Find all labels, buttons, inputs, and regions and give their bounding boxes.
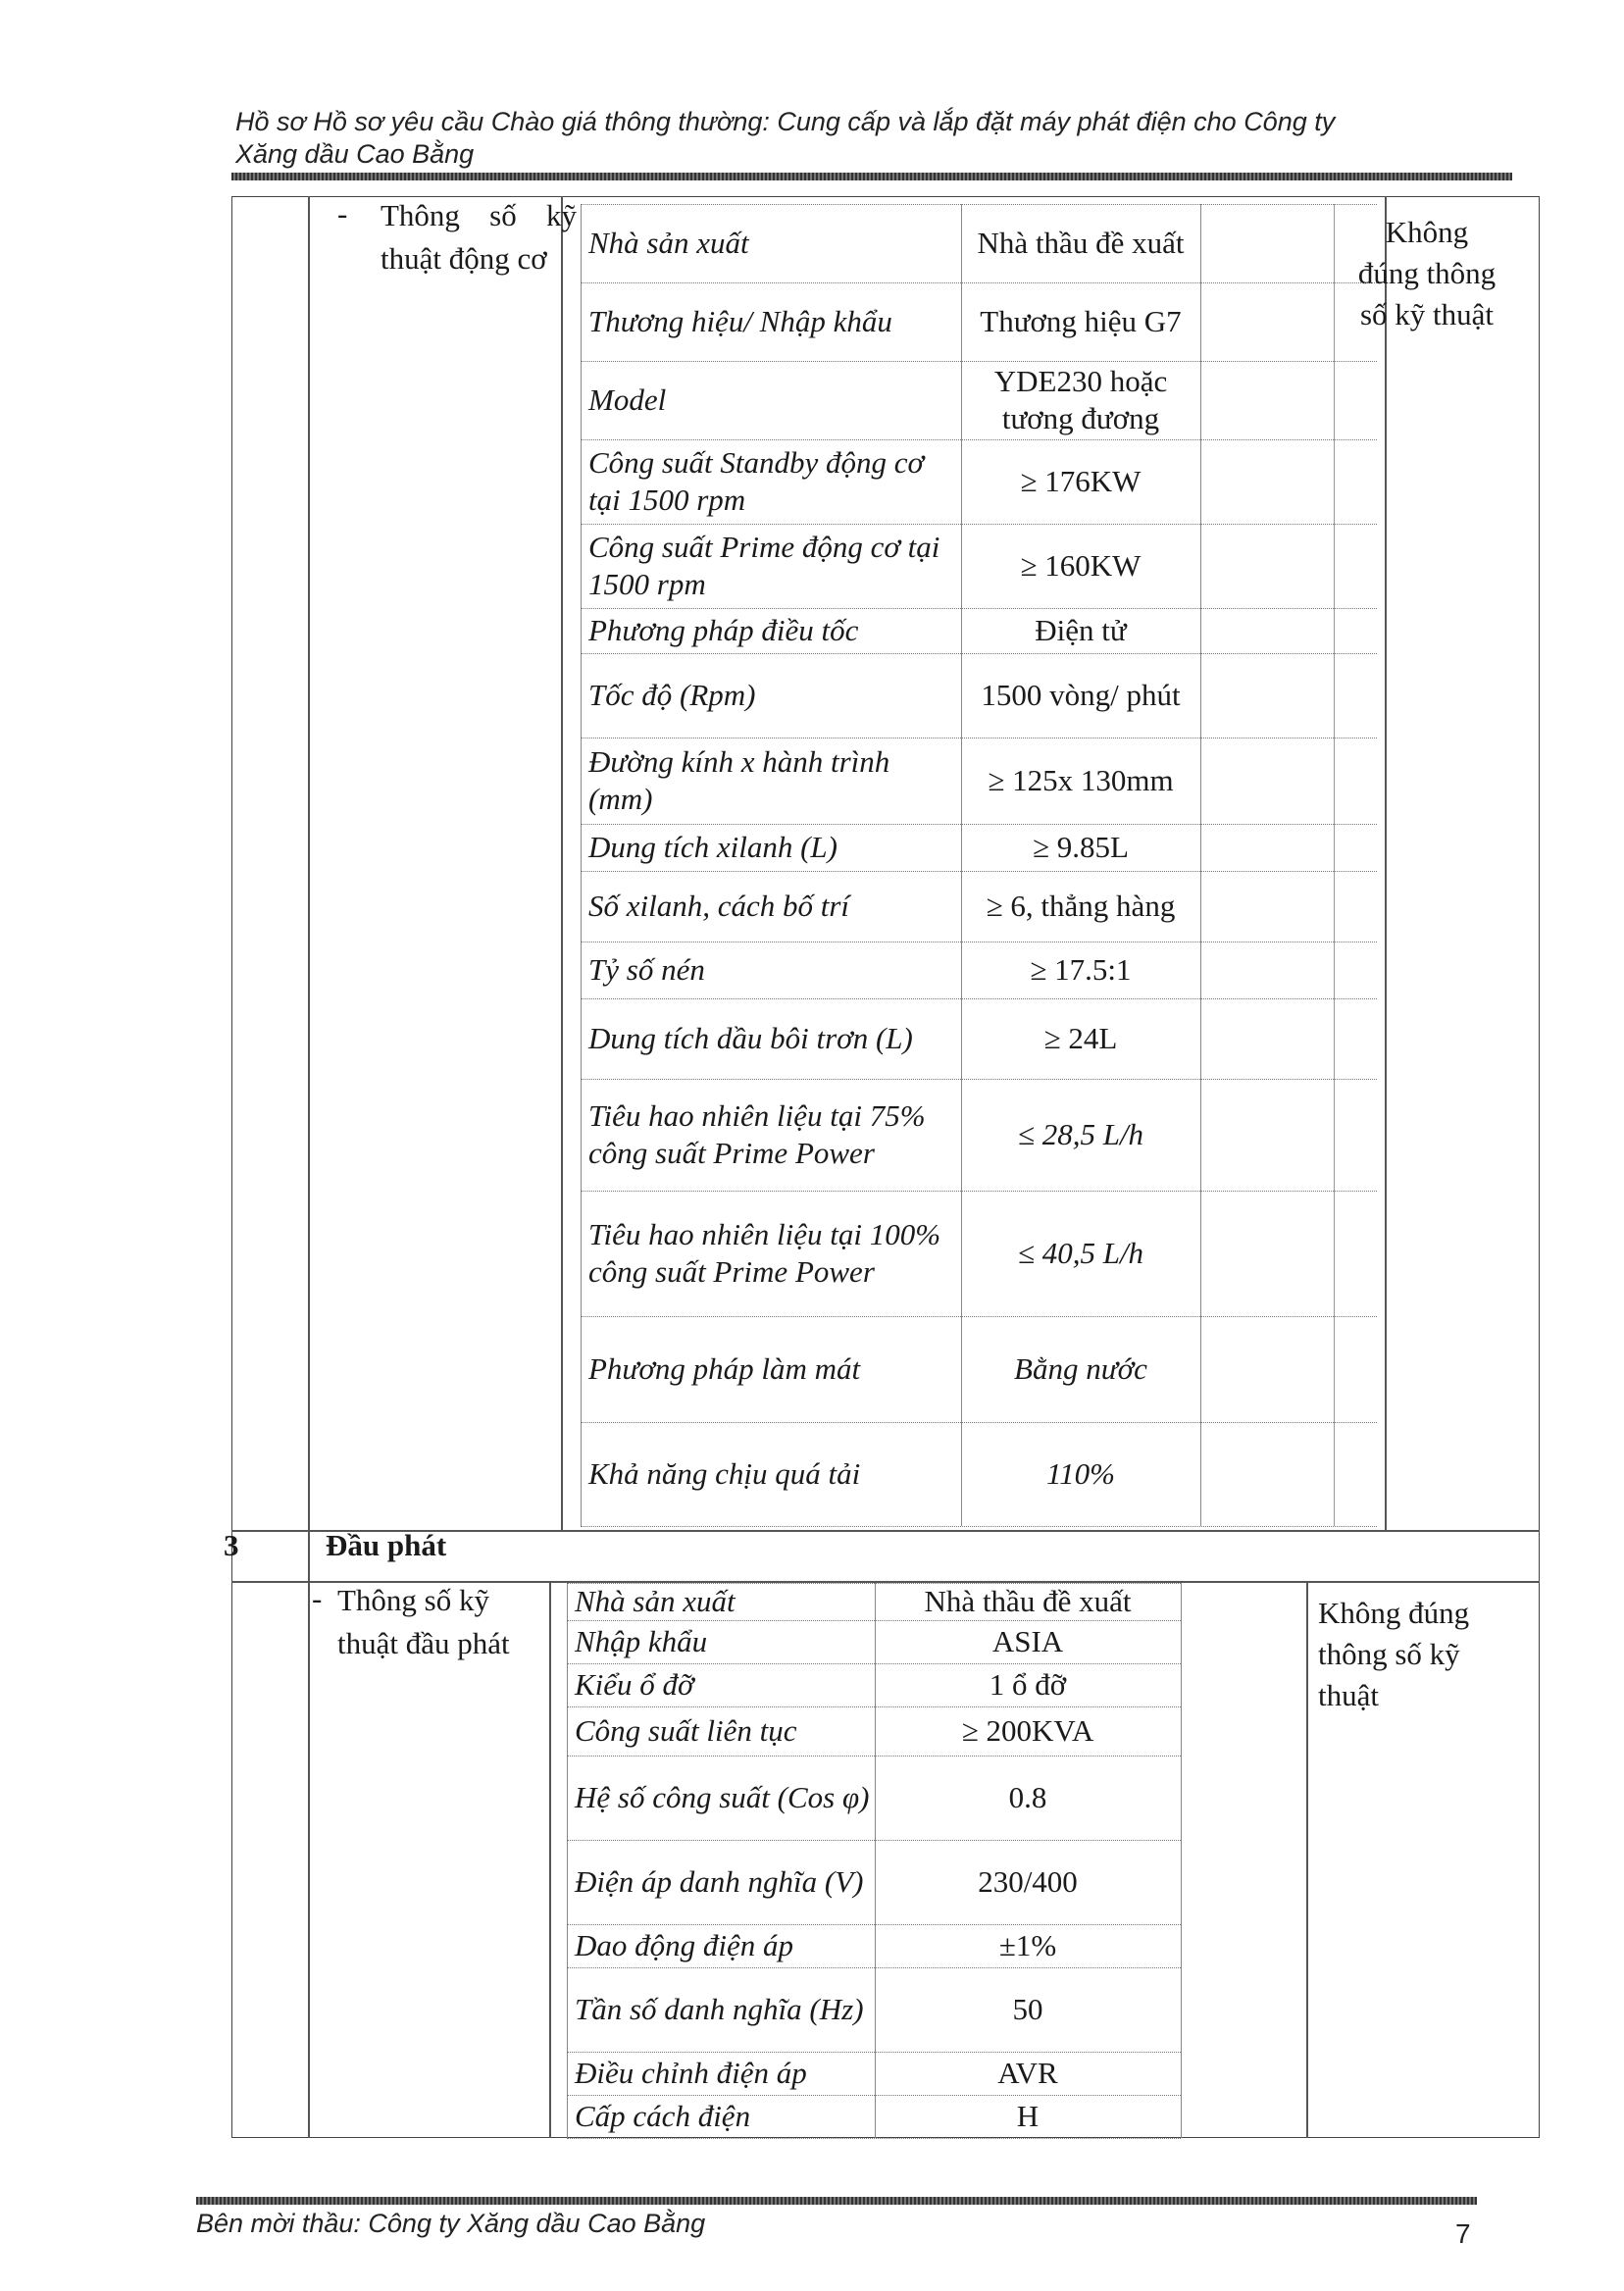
engine-spec-value: YDE230 hoặc tương đương [993,364,1168,435]
engine-spec-label: Tiêu hao nhiên liệu tại 100% công suất Prime Power [588,1217,941,1289]
alternator-spec-label: Nhà sản xuất [575,1584,736,1618]
engine-spec-label: Khả năng chịu quá tải [588,1456,861,1491]
alternator-remark: Không đúng thông số kỹ thuật [1318,1596,1470,1712]
engine-spec-label: Công suất Prime động cơ tại 1500 rpm [588,530,940,601]
header-rule [231,173,1512,180]
engine-spec-value: ≤ 28,5 L/h [1017,1117,1144,1151]
alternator-item-label: Thông số kỹ thuật đầu phát [337,1583,510,1660]
page-header [235,106,1520,171]
engine-item-dash: - [337,196,348,230]
engine-spec-value: ≤ 40,5 L/h [1017,1236,1144,1270]
engine-spec-value: Điện tử [1035,613,1127,647]
alternator-spec-value: 230/400 [978,1864,1078,1899]
col-divider-remark-2 [1306,1581,1308,2138]
engine-spec-value: 110% [1045,1456,1116,1491]
alt-col-line-right [1181,1583,1182,2138]
engine-remark: Không đúng thông số kỹ thuật [1357,215,1497,331]
engine-spec-value: Bằng nước [1014,1351,1147,1386]
engine-spec-label: Dung tích dầu bôi trơn (L) [588,1021,913,1055]
engine-spec-value: ≥ 6, thẳng hàng [986,889,1176,923]
section3-number: 3 [224,1528,239,1562]
header-line-1: Hồ sơ Hồ sơ yêu cầu Chào giá thông thường: Cung cấp và lắp đặt máy phát điện cho Công ty [235,107,1336,136]
engine-spec-label: Dung tích xilanh (L) [588,830,837,864]
engine-spec-label: Nhà sản xuất [588,226,749,260]
alternator-spec-value: Nhà thầu đề xuất [924,1584,1132,1618]
alternator-item-dash: - [312,1581,323,1615]
alternator-spec-label: Điện áp danh nghĩa (V) [575,1864,864,1899]
engine-spec-label: Phương pháp làm mát [588,1351,861,1386]
alternator-spec-value: ASIA [991,1624,1064,1658]
alternator-spec-value: 0.8 [1008,1780,1047,1814]
col-divider-remark [1385,196,1387,1530]
alternator-spec-value: H [1016,2099,1040,2133]
col-divider-2b [549,1581,551,2138]
col-divider-2 [561,196,563,1530]
engine-spec-label: Phương pháp điều tốc [588,613,859,647]
engine-spec-label: Đường kính x hành trình (mm) [588,744,890,816]
footer-rule [196,2197,1477,2205]
engine-spec-value: Thương hiệu G7 [980,304,1182,338]
alternator-spec-value: 1 ổ đỡ [989,1667,1067,1702]
alternator-spec-label: Tần số danh nghĩa (Hz) [575,1992,864,2026]
engine-spec-value: ≥ 176KW [1020,464,1142,498]
alternator-spec-label: Nhập khẩu [575,1624,708,1658]
engine-col-line-right [1200,204,1201,1526]
engine-spec-value: ≥ 125x 130mm [988,763,1174,797]
engine-spec-value: ≥ 17.5:1 [1030,952,1132,987]
engine-spec-value: 1500 vòng/ phút [981,678,1181,712]
alternator-spec-value: 50 [1012,1992,1043,2026]
engine-spec-label: Tiêu hao nhiên liệu tại 75% công suất Prime Power [588,1098,926,1170]
header-line-2: Xăng dầu Cao Bằng [235,139,475,169]
engine-spec-label: Model [588,382,667,417]
engine-spec-value: ≥ 160KW [1020,548,1142,583]
engine-col-line-extra [1334,204,1335,1526]
alternator-spec-value: ≥ 200KVA [961,1713,1094,1748]
section3-title: Đầu phát [326,1528,447,1562]
engine-spec-label: Thương hiệu/ Nhập khẩu [588,304,892,338]
alternator-spec-label: Hệ số công suất (Cos φ) [575,1780,870,1814]
engine-spec-value: ≥ 9.85L [1033,830,1129,864]
engine-spec-value: Nhà thầu đề xuất [977,226,1185,260]
alternator-spec-label: Dao động điện áp [575,1928,794,1962]
page-number: 7 [1455,2218,1471,2249]
alternator-spec-label: Cấp cách điện [575,2099,751,2133]
engine-spec-label: Tỷ số nén [588,952,705,987]
alternator-spec-label: Điều chỉnh điện áp [575,2056,807,2090]
col-divider-1 [308,196,310,2138]
engine-item-label: Thông số kỹ thuật động cơ [381,198,577,276]
footer-text: Bên mời thầu: Công ty Xăng dầu Cao Bằng [196,2209,706,2238]
alternator-spec-label: Công suất liên tục [575,1713,797,1748]
engine-spec-label: Công suất Standby động cơ tại 1500 rpm [588,445,925,517]
engine-spec-label: Tốc độ (Rpm) [588,678,756,712]
alt-row-line [567,2138,1181,2139]
alternator-spec-value: ±1% [998,1928,1057,1962]
engine-spec-label: Số xilanh, cách bố trí [588,889,850,923]
alternator-spec-value: AVR [997,2056,1058,2090]
engine-row-line [581,1526,1377,1527]
alternator-spec-label: Kiểu ổ đỡ [575,1667,694,1702]
engine-spec-value: ≥ 24L [1043,1021,1118,1055]
